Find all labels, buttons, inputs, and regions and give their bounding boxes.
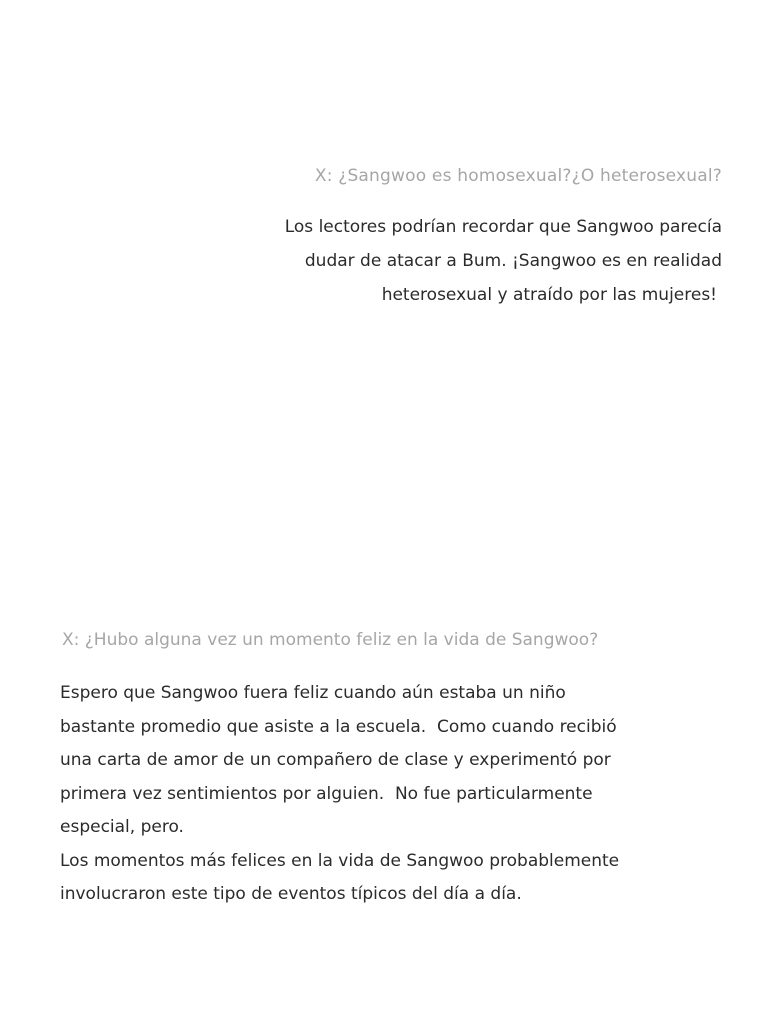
answer-line: dudar de atacar a Bum. ¡Sangwoo es en realidad — [304, 251, 722, 271]
answer-line: una carta de amor de un compañero de clase y experimentó por — [60, 750, 611, 770]
answer-line: Espero que Sangwoo fuera feliz cuando aún estaba un niño — [60, 683, 566, 703]
answer-sangwoo-happy-moment — [60, 677, 700, 912]
answer-line: primera vez sentimientos por alguien. No fue particularmente — [60, 783, 593, 804]
question-sangwoo-happy-moment: X: ¿Hubo alguna vez un momento feliz en la vida de Sangwoo? — [62, 630, 599, 650]
answer-line: heterosexual y atraído por las mujeres! — [381, 285, 717, 305]
answer-line: involucraron este tipo de eventos típicos del día a día. — [60, 884, 522, 904]
answer-line: especial, pero. — [60, 817, 184, 837]
answer-line: bastante promedio que asiste a la escuela. Como cuando recibió — [60, 716, 617, 737]
question-sangwoo-sexuality: X: ¿Sangwoo es homosexual?¿O heterosexual? — [314, 166, 722, 186]
answer-line: Los momentos más felices en la vida de Sangwoo probablemente — [60, 850, 620, 871]
answer-line: Los lectores podrían recordar que Sangwoo parecía — [284, 217, 722, 237]
answer-sangwoo-sexuality — [242, 210, 722, 312]
